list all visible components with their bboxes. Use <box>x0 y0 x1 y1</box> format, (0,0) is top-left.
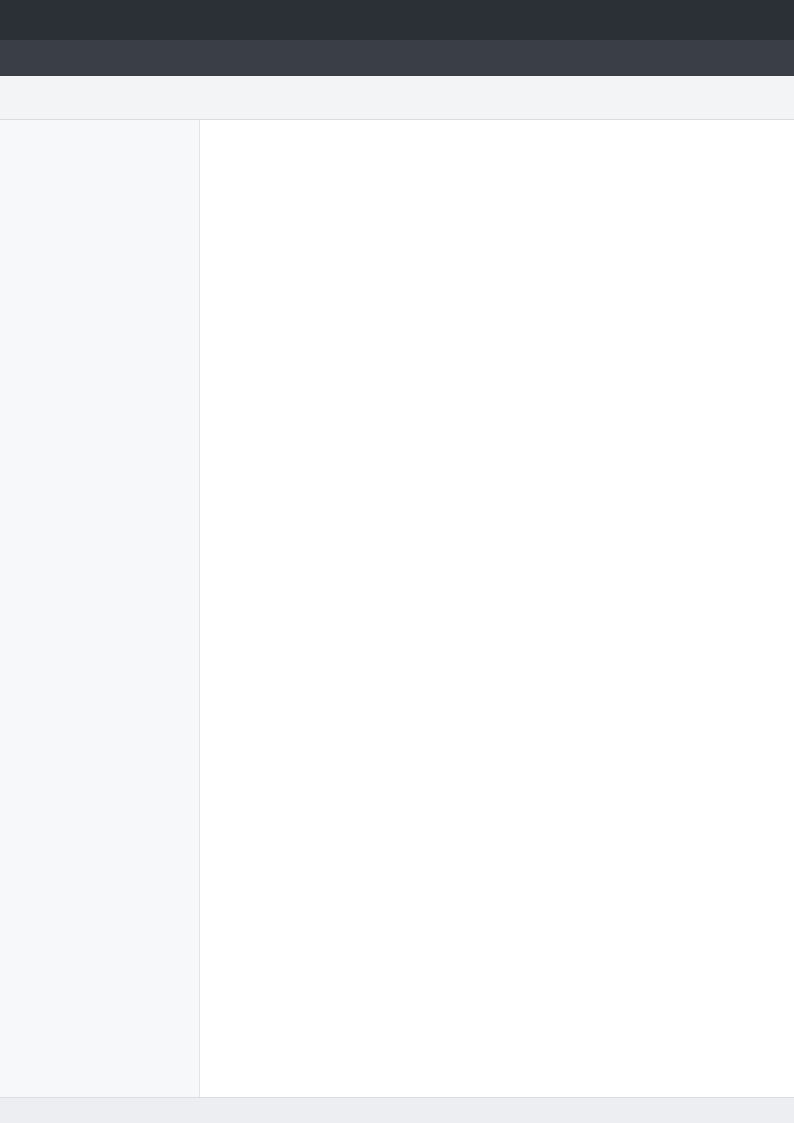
main-area <box>0 120 794 1097</box>
content-pane <box>200 120 794 1097</box>
sidebar <box>0 120 200 1097</box>
toolbar <box>0 76 794 120</box>
tab-bar <box>0 40 794 76</box>
window-titlebar <box>0 0 794 40</box>
status-bar <box>0 1097 794 1123</box>
